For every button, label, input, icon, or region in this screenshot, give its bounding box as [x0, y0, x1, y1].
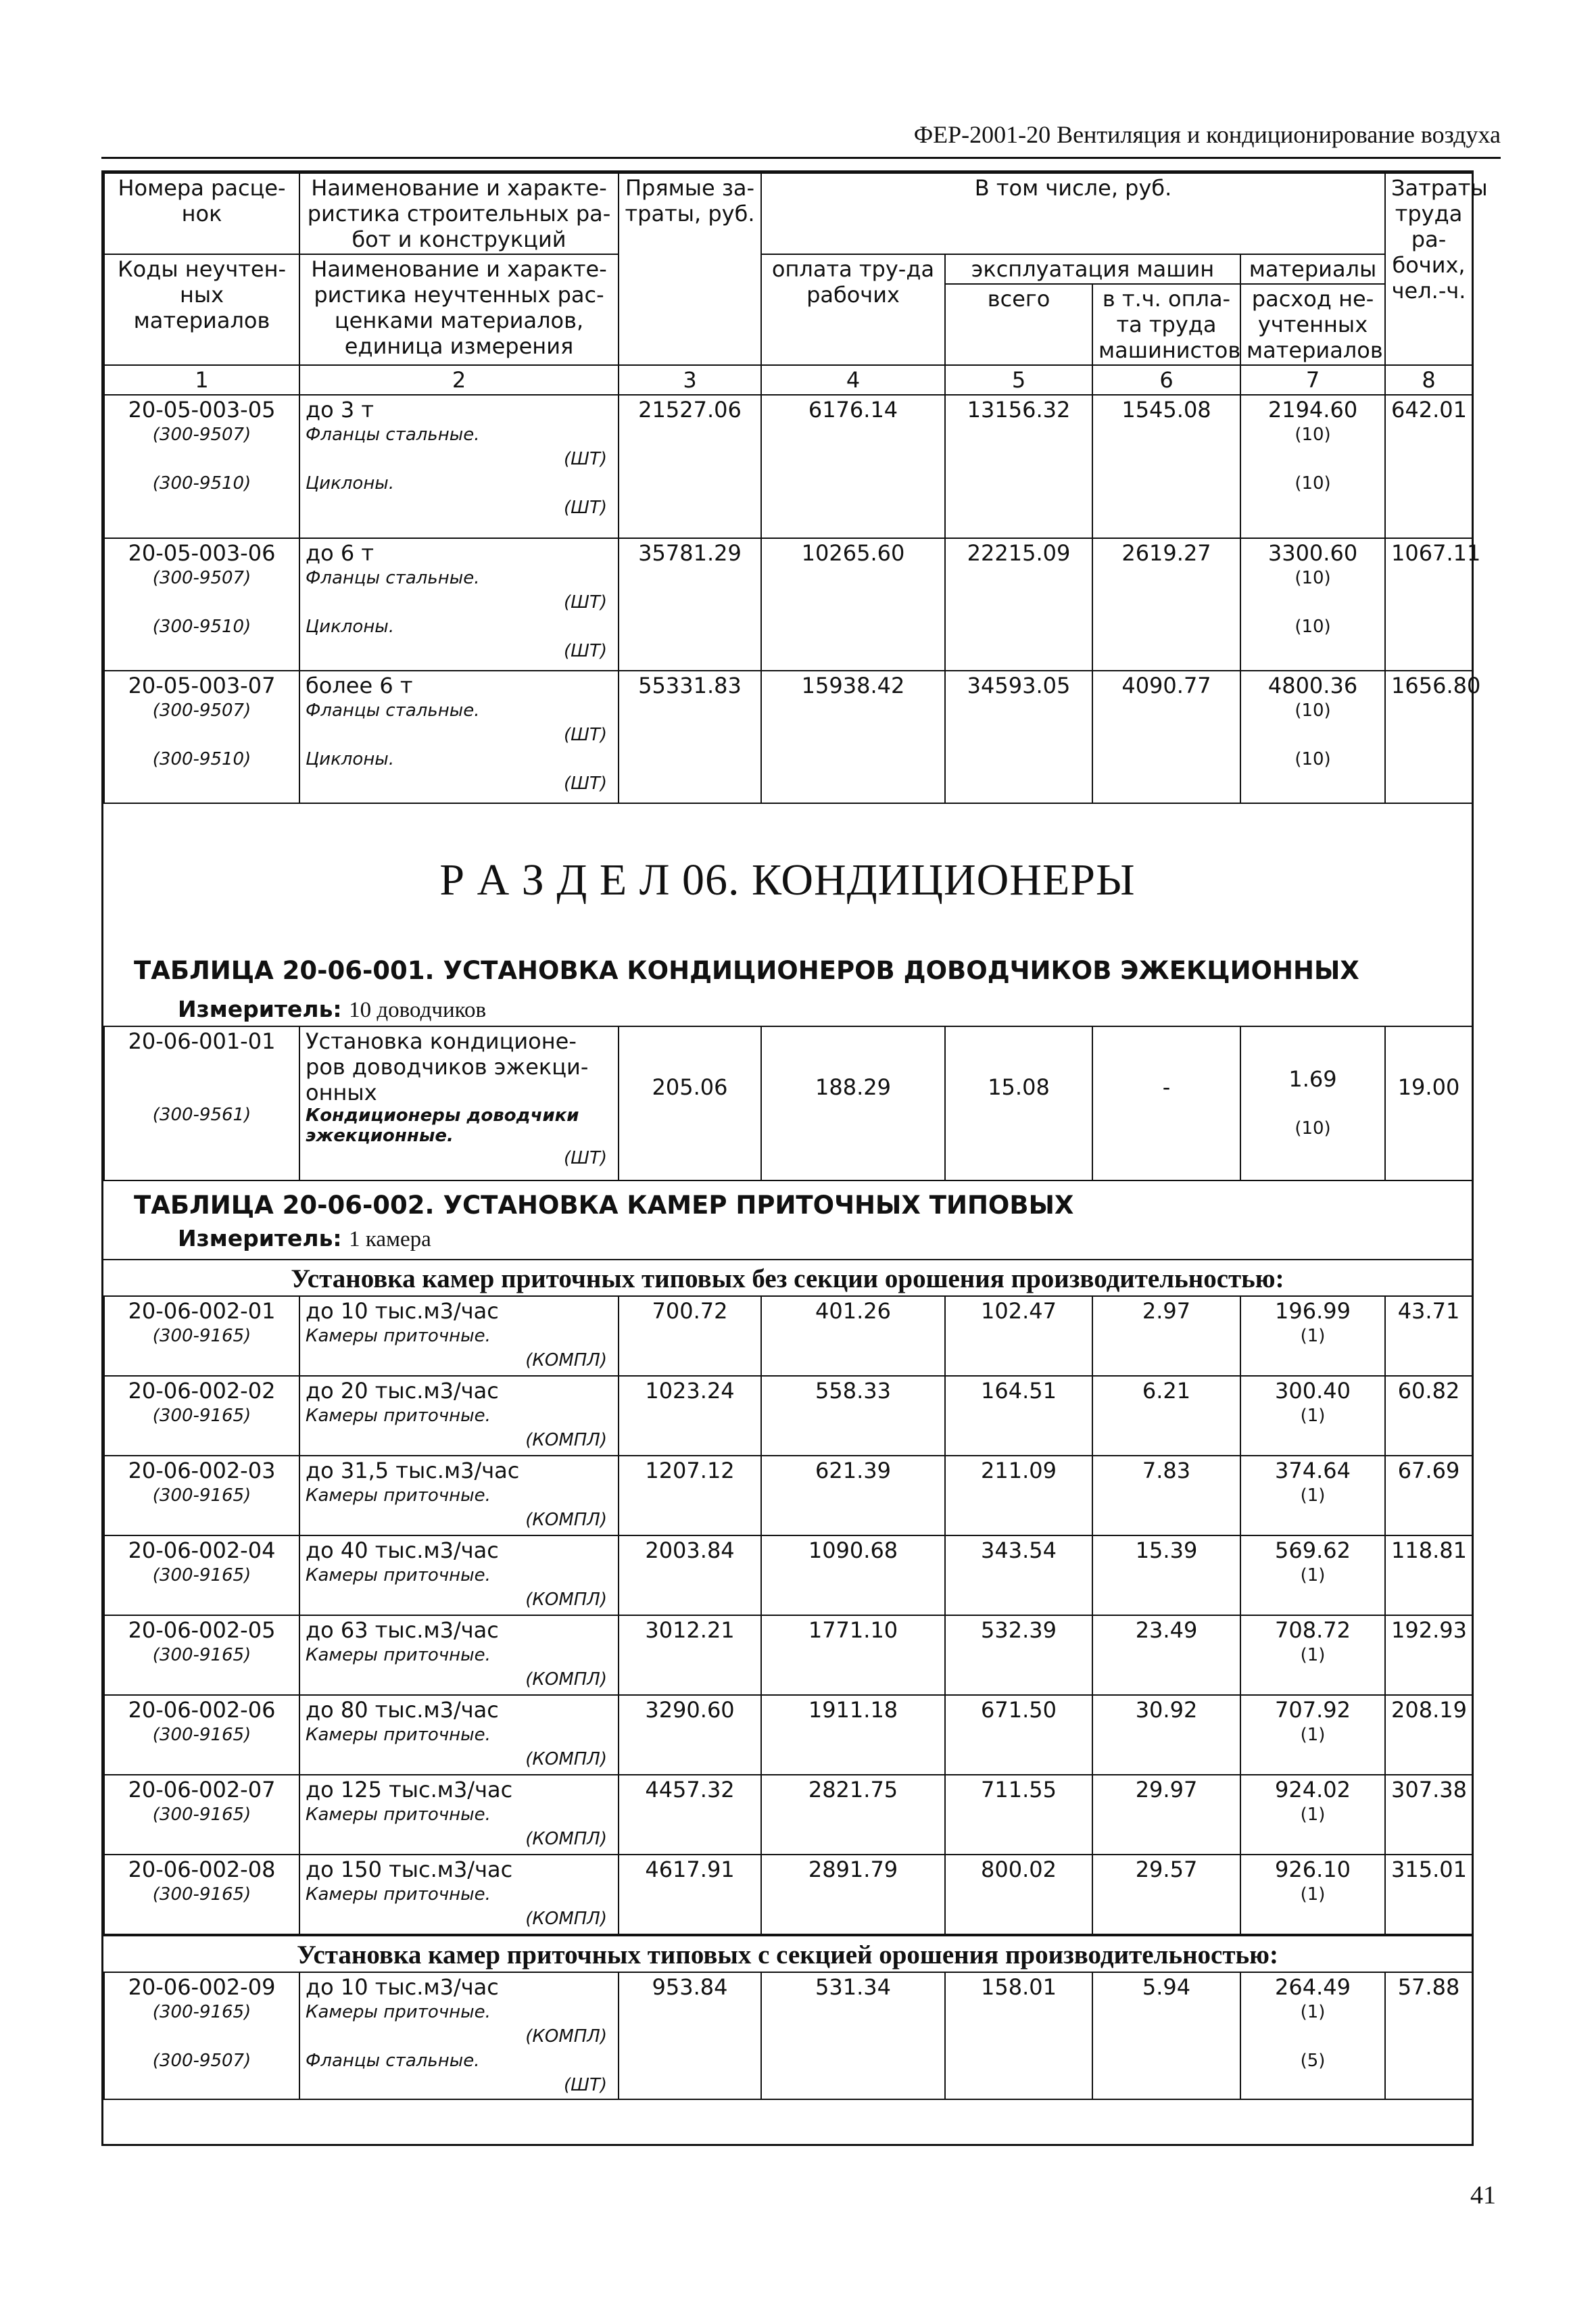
- table-row: [104, 1855, 1472, 1934]
- direct-costs: 1207.12: [619, 1456, 761, 1535]
- table-row: [104, 1296, 1472, 1376]
- table-row: [104, 1535, 1472, 1615]
- rate-name-cell: [299, 1695, 619, 1775]
- table-20-06-002: [103, 1295, 1473, 1935]
- table-row: [104, 538, 1472, 671]
- labor-pay: 10265.60: [761, 538, 945, 671]
- rate-name-cell: [299, 1026, 619, 1180]
- materials-value: 4800.36: [1267, 673, 1358, 698]
- rate-code: 20-05-003-05: [128, 397, 276, 423]
- machinists-pay: 6.21: [1092, 1376, 1240, 1456]
- material-qty: (1): [1300, 1406, 1326, 1426]
- direct-costs: 953.84: [619, 1972, 761, 2099]
- rate-code-cell: [104, 671, 299, 803]
- header-name-top: Наименование и характе-ристика строительных ра-бот и конструкций: [299, 173, 619, 254]
- meter-value: 10 доводчиков: [349, 998, 487, 1022]
- material-code: (300-9165): [152, 1645, 251, 1665]
- material-name: Камеры приточные.: [306, 1805, 491, 1825]
- table-row: [104, 1695, 1472, 1775]
- material-qty: (10): [1295, 617, 1331, 637]
- material-unit: (ШТ): [564, 641, 607, 661]
- labor-hours: 192.93: [1385, 1615, 1472, 1695]
- meter-label: Измеритель:: [178, 996, 342, 1022]
- material-unit: (КОМПЛ): [525, 1669, 607, 1690]
- rate-name: до 3 т: [306, 397, 374, 423]
- materials-value: 924.02: [1275, 1777, 1351, 1803]
- material-unit: (ШТ): [564, 2075, 607, 2095]
- material-qty: (10): [1295, 568, 1331, 588]
- labor-hours: 315.01: [1385, 1855, 1472, 1934]
- direct-costs: 2003.84: [619, 1535, 761, 1615]
- direct-costs: 1023.24: [619, 1376, 761, 1456]
- direct-costs: 205.06: [619, 1026, 761, 1180]
- material-unit: (КОМПЛ): [525, 1510, 607, 1530]
- material-qty: (1): [1300, 1725, 1326, 1745]
- machinists-pay: 29.57: [1092, 1855, 1240, 1934]
- rate-code: 20-06-002-02: [128, 1378, 276, 1404]
- table-title: ТАБЛИЦА 20-06-002. УСТАНОВКА КАМЕР ПРИТОЧНЫХ ТИПОВЫХ: [134, 1191, 1074, 1220]
- labor-hours: 1656.80: [1385, 671, 1472, 803]
- rate-name-cell: [299, 1456, 619, 1535]
- material-unit: (ШТ): [564, 1148, 607, 1168]
- labor-hours: 118.81: [1385, 1535, 1472, 1615]
- labor-hours: 208.19: [1385, 1695, 1472, 1775]
- machinists-pay: 15.39: [1092, 1535, 1240, 1615]
- column-number: 2: [299, 365, 619, 395]
- rate-name: до 10 тыс.м3/час: [306, 1298, 499, 1324]
- header-row-2: [104, 254, 1472, 284]
- material-name: Камеры приточные.: [306, 1645, 491, 1665]
- materials-cell: [1240, 1376, 1385, 1456]
- rate-name: до 20 тыс.м3/час: [306, 1378, 499, 1404]
- material-code: (300-9507): [152, 425, 251, 445]
- table-row: [104, 1972, 1472, 2099]
- material-code: (300-9165): [152, 1725, 251, 1745]
- rate-code: 20-06-002-04: [128, 1537, 276, 1563]
- machinists-pay: 5.94: [1092, 1972, 1240, 2099]
- material-qty: (1): [1300, 1326, 1326, 1346]
- material-name: Камеры приточные.: [306, 2002, 491, 2022]
- rate-name-cell: [299, 1376, 619, 1456]
- material-name: Фланцы стальные.: [306, 568, 480, 588]
- meter-value: 1 камера: [349, 1227, 431, 1251]
- rate-code: 20-06-002-05: [128, 1617, 276, 1643]
- header-labor-pay: оплата тру-да рабочих: [761, 254, 945, 365]
- rate-code-cell: [104, 1972, 299, 2099]
- rate-name: до 125 тыс.м3/час: [306, 1777, 513, 1803]
- meter-line: [103, 1225, 1472, 1259]
- header-code-top: Номера расце-нок: [104, 173, 299, 254]
- materials-value: 2194.60: [1267, 397, 1358, 423]
- material-unit: (ШТ): [564, 498, 607, 518]
- materials-value: 264.49: [1275, 1974, 1351, 2000]
- table-row: [104, 1615, 1472, 1695]
- material-code: (300-9165): [152, 1565, 251, 1585]
- rate-code: 20-06-002-01: [128, 1298, 276, 1324]
- machines-total: 34593.05: [945, 671, 1092, 803]
- table-row: [104, 395, 1472, 538]
- material-name: Камеры приточные.: [306, 1485, 491, 1506]
- page-number: 41: [1470, 2181, 1496, 2210]
- material-qty: (10): [1295, 425, 1331, 445]
- materials-value: 1.69: [1288, 1066, 1337, 1092]
- rate-code-cell: [104, 1775, 299, 1855]
- material-qty: (1): [1300, 1805, 1326, 1825]
- labor-hours: 642.01: [1385, 395, 1472, 538]
- column-numbers-row: [104, 365, 1472, 395]
- rate-name-cell: [299, 1972, 619, 2099]
- machines-total: 158.01: [945, 1972, 1092, 2099]
- column-number: 8: [1385, 365, 1472, 395]
- header-name-bottom: Наименование и характе-ристика неучтенных рас-ценками материалов, единица измерения: [299, 254, 619, 365]
- group-title: Установка камер приточных типовых с секцией орошения производительностью:: [103, 1935, 1472, 1972]
- materials-cell: [1240, 395, 1385, 538]
- rate-code: 20-06-001-01: [128, 1028, 276, 1054]
- machinists-pay: 4090.77: [1092, 671, 1240, 803]
- header-including: В том числе, руб.: [761, 173, 1385, 254]
- material-unit: (КОМПЛ): [525, 1430, 607, 1450]
- materials-cell: [1240, 1855, 1385, 1934]
- machines-total: 22215.09: [945, 538, 1092, 671]
- labor-pay: 1911.18: [761, 1695, 945, 1775]
- material-code: (300-9165): [152, 1326, 251, 1346]
- material-name: Фланцы стальные.: [306, 2051, 480, 2071]
- material-name: Фланцы стальные.: [306, 425, 480, 445]
- material-code: (300-9165): [152, 1884, 251, 1905]
- material-name: Камеры приточные.: [306, 1406, 491, 1426]
- materials-cell: [1240, 1026, 1385, 1180]
- rate-name: более 6 т: [306, 673, 413, 698]
- table-row: [104, 1376, 1472, 1456]
- machinists-pay: 2619.27: [1092, 538, 1240, 671]
- labor-pay: 621.39: [761, 1456, 945, 1535]
- labor-pay: 2891.79: [761, 1855, 945, 1934]
- header-machines: эксплуатация машин: [945, 254, 1240, 284]
- rate-name: Установка кондиционе-ров доводчиков эжекци-онных: [306, 1028, 589, 1105]
- rate-name: до 80 тыс.м3/час: [306, 1697, 499, 1723]
- materials-value: 569.62: [1275, 1537, 1351, 1563]
- material-unit: (ШТ): [564, 725, 607, 745]
- material-code: (300-9510): [152, 749, 251, 769]
- table-20-06-002-with-irrigation: [103, 1972, 1473, 2100]
- table-row: [104, 671, 1472, 803]
- direct-costs: 3012.21: [619, 1615, 761, 1695]
- direct-costs: 4457.32: [619, 1775, 761, 1855]
- machines-total: 532.39: [945, 1615, 1092, 1695]
- labor-pay: 558.33: [761, 1376, 945, 1456]
- materials-cell: [1240, 1615, 1385, 1695]
- material-qty: (10): [1295, 1118, 1331, 1139]
- machines-total: 15.08: [945, 1026, 1092, 1180]
- material-qty: (1): [1300, 1485, 1326, 1506]
- material-unit: (КОМПЛ): [525, 1909, 607, 1929]
- material-unit: (КОМПЛ): [525, 1350, 607, 1370]
- rate-name: до 31,5 тыс.м3/час: [306, 1458, 520, 1483]
- rate-code-cell: [104, 1376, 299, 1456]
- materials-value: 374.64: [1275, 1458, 1351, 1483]
- rate-name-cell: [299, 1296, 619, 1376]
- column-number: 1: [104, 365, 299, 395]
- rate-name-cell: [299, 1615, 619, 1695]
- rates-table-frame: [101, 170, 1488, 2146]
- material-qty: (10): [1295, 700, 1331, 721]
- rate-code-cell: [104, 395, 299, 538]
- header-direct-costs: Прямые за-траты, руб.: [619, 173, 761, 365]
- rate-name-cell: [299, 1535, 619, 1615]
- labor-hours: 67.69: [1385, 1456, 1472, 1535]
- machinists-pay: 7.83: [1092, 1456, 1240, 1535]
- material-unit: (КОМПЛ): [525, 1590, 607, 1610]
- materials-value: 708.72: [1275, 1617, 1351, 1643]
- materials-value: 3300.60: [1267, 540, 1358, 566]
- materials-cell: [1240, 1972, 1385, 2099]
- material-code: (300-9507): [152, 2051, 251, 2071]
- labor-hours: 43.71: [1385, 1296, 1472, 1376]
- labor-pay: 1771.10: [761, 1615, 945, 1695]
- column-number: 5: [945, 365, 1092, 395]
- material-name: Камеры приточные.: [306, 1884, 491, 1905]
- material-name: Камеры приточные.: [306, 1725, 491, 1745]
- table-row: [104, 1456, 1472, 1535]
- labor-pay: 531.34: [761, 1972, 945, 2099]
- header-unaccounted-materials: расход не-учтенных материалов: [1240, 284, 1385, 365]
- labor-pay: 15938.42: [761, 671, 945, 803]
- rate-name-cell: [299, 538, 619, 671]
- column-number: 7: [1240, 365, 1385, 395]
- direct-costs: 4617.91: [619, 1855, 761, 1934]
- rate-name: до 63 тыс.м3/час: [306, 1617, 499, 1643]
- table-row: [104, 1026, 1472, 1180]
- material-name: Фланцы стальные.: [306, 700, 480, 721]
- column-number: 3: [619, 365, 761, 395]
- rate-name-cell: [299, 1855, 619, 1934]
- rate-code-cell: [104, 1855, 299, 1934]
- material-qty: (1): [1300, 2002, 1326, 2022]
- material-qty: (10): [1295, 749, 1331, 769]
- material-qty: (5): [1300, 2051, 1326, 2071]
- materials-cell: [1240, 1535, 1385, 1615]
- column-number: 6: [1092, 365, 1240, 395]
- rate-name: до 6 т: [306, 540, 374, 566]
- labor-hours: 19.00: [1385, 1026, 1472, 1180]
- machinists-pay: 30.92: [1092, 1695, 1240, 1775]
- material-code: (300-9165): [152, 2002, 251, 2022]
- labor-pay: 188.29: [761, 1026, 945, 1180]
- top-table: [103, 172, 1488, 804]
- machines-total: 343.54: [945, 1535, 1092, 1615]
- material-code: (300-9561): [152, 1105, 251, 1125]
- rate-code: 20-06-002-07: [128, 1777, 276, 1803]
- header-labor-hours: Затраты труда ра-бочих, чел.-ч.: [1385, 173, 1472, 365]
- labor-pay: 6176.14: [761, 395, 945, 538]
- materials-value: 300.40: [1275, 1378, 1351, 1404]
- direct-costs: 700.72: [619, 1296, 761, 1376]
- running-header: ФЕР-2001-20 Вентиляция и кондиционирование воздуха: [913, 121, 1501, 148]
- direct-costs: 3290.60: [619, 1695, 761, 1775]
- rate-name-cell: [299, 671, 619, 803]
- material-code: (300-9507): [152, 700, 251, 721]
- machinists-pay: 2.97: [1092, 1296, 1240, 1376]
- material-unit: (ШТ): [564, 449, 607, 469]
- material-qty: (1): [1300, 1565, 1326, 1585]
- material-name: Циклоны.: [306, 473, 395, 494]
- meter-label: Измеритель:: [178, 1225, 342, 1251]
- direct-costs: 55331.83: [619, 671, 761, 803]
- header-materials: материалы: [1240, 254, 1385, 284]
- material-code: (300-9510): [152, 617, 251, 637]
- material-name: Камеры приточные.: [306, 1326, 491, 1346]
- material-code: (300-9165): [152, 1406, 251, 1426]
- labor-pay: 2821.75: [761, 1775, 945, 1855]
- materials-cell: [1240, 1695, 1385, 1775]
- rate-code: 20-06-002-06: [128, 1697, 276, 1723]
- materials-value: 196.99: [1275, 1298, 1351, 1324]
- table-row: [104, 1775, 1472, 1855]
- rate-name-cell: [299, 395, 619, 538]
- labor-hours: 57.88: [1385, 1972, 1472, 2099]
- rate-code-cell: [104, 1535, 299, 1615]
- rate-code-cell: [104, 1026, 299, 1180]
- materials-cell: [1240, 1456, 1385, 1535]
- material-unit: (ШТ): [564, 592, 607, 613]
- header-machines-total: всего: [945, 284, 1092, 365]
- labor-pay: 401.26: [761, 1296, 945, 1376]
- machines-total: 164.51: [945, 1376, 1092, 1456]
- material-name: Камеры приточные.: [306, 1565, 491, 1585]
- rate-name: до 40 тыс.м3/час: [306, 1537, 499, 1563]
- material-code: (300-9165): [152, 1805, 251, 1825]
- labor-pay: 1090.68: [761, 1535, 945, 1615]
- rate-code-cell: [104, 1695, 299, 1775]
- material-unit: (КОМПЛ): [525, 1749, 607, 1769]
- header-code-bottom: Коды неучтен-ных материалов: [104, 254, 299, 365]
- material-unit: (ШТ): [564, 773, 607, 794]
- group-title: Установка камер приточных типовых без секции орошения производительностью:: [103, 1259, 1472, 1295]
- machines-total: 671.50: [945, 1695, 1092, 1775]
- header-rule: [101, 157, 1501, 159]
- rate-name-cell: [299, 1775, 619, 1855]
- section-title: Р А З Д Е Л 06. КОНДИЦИОНЕРЫ: [439, 855, 1136, 905]
- rate-code-cell: [104, 1456, 299, 1535]
- machines-total: 711.55: [945, 1775, 1092, 1855]
- machinists-pay: 23.49: [1092, 1615, 1240, 1695]
- material-name: Кондиционеры доводчики эжекционные.: [306, 1105, 579, 1146]
- machines-total: 102.47: [945, 1296, 1092, 1376]
- rate-code: 20-06-002-09: [128, 1974, 276, 2000]
- machinists-pay: 1545.08: [1092, 395, 1240, 538]
- rate-name: до 150 тыс.м3/час: [306, 1857, 513, 1882]
- rate-code-cell: [104, 1296, 299, 1376]
- header-row-1: [104, 173, 1472, 254]
- material-qty: (1): [1300, 1645, 1326, 1665]
- material-code: (300-9165): [152, 1485, 251, 1506]
- material-unit: (КОМПЛ): [525, 2026, 607, 2047]
- material-code: (300-9507): [152, 568, 251, 588]
- rate-code: 20-05-003-06: [128, 540, 276, 566]
- machines-total: 800.02: [945, 1855, 1092, 1934]
- machines-total: 13156.32: [945, 395, 1092, 538]
- materials-cell: [1240, 1775, 1385, 1855]
- labor-hours: 307.38: [1385, 1775, 1472, 1855]
- rate-code: 20-05-003-07: [128, 673, 276, 698]
- table-title: ТАБЛИЦА 20-06-001. УСТАНОВКА КОНДИЦИОНЕРОВ ДОВОДЧИКОВ ЭЖЕКЦИОННЫХ: [134, 956, 1359, 985]
- direct-costs: 35781.29: [619, 538, 761, 671]
- labor-hours: 60.82: [1385, 1376, 1472, 1456]
- materials-cell: [1240, 538, 1385, 671]
- machines-total: 211.09: [945, 1456, 1092, 1535]
- direct-costs: 21527.06: [619, 395, 761, 538]
- meter-line: [103, 996, 1472, 1023]
- material-qty: (10): [1295, 473, 1331, 494]
- material-qty: (1): [1300, 1884, 1326, 1905]
- header-machinists-pay: в т.ч. опла-та труда машинистов: [1092, 284, 1240, 365]
- machinists-pay: 29.97: [1092, 1775, 1240, 1855]
- machinists-pay: -: [1092, 1026, 1240, 1180]
- rate-code: 20-06-002-08: [128, 1857, 276, 1882]
- rate-code-cell: [104, 1615, 299, 1695]
- material-name: Циклоны.: [306, 617, 395, 637]
- materials-cell: [1240, 671, 1385, 803]
- materials-value: 707.92: [1275, 1697, 1351, 1723]
- rate-code: 20-06-002-03: [128, 1458, 276, 1483]
- rate-code-cell: [104, 538, 299, 671]
- column-number: 4: [761, 365, 945, 395]
- materials-value: 926.10: [1275, 1857, 1351, 1882]
- material-code: (300-9510): [152, 473, 251, 494]
- material-unit: (КОМПЛ): [525, 1829, 607, 1849]
- table-20-06-001: [103, 1026, 1473, 1181]
- labor-hours: 1067.11: [1385, 538, 1472, 671]
- material-name: Циклоны.: [306, 749, 395, 769]
- rate-name: до 10 тыс.м3/час: [306, 1974, 499, 2000]
- materials-cell: [1240, 1296, 1385, 1376]
